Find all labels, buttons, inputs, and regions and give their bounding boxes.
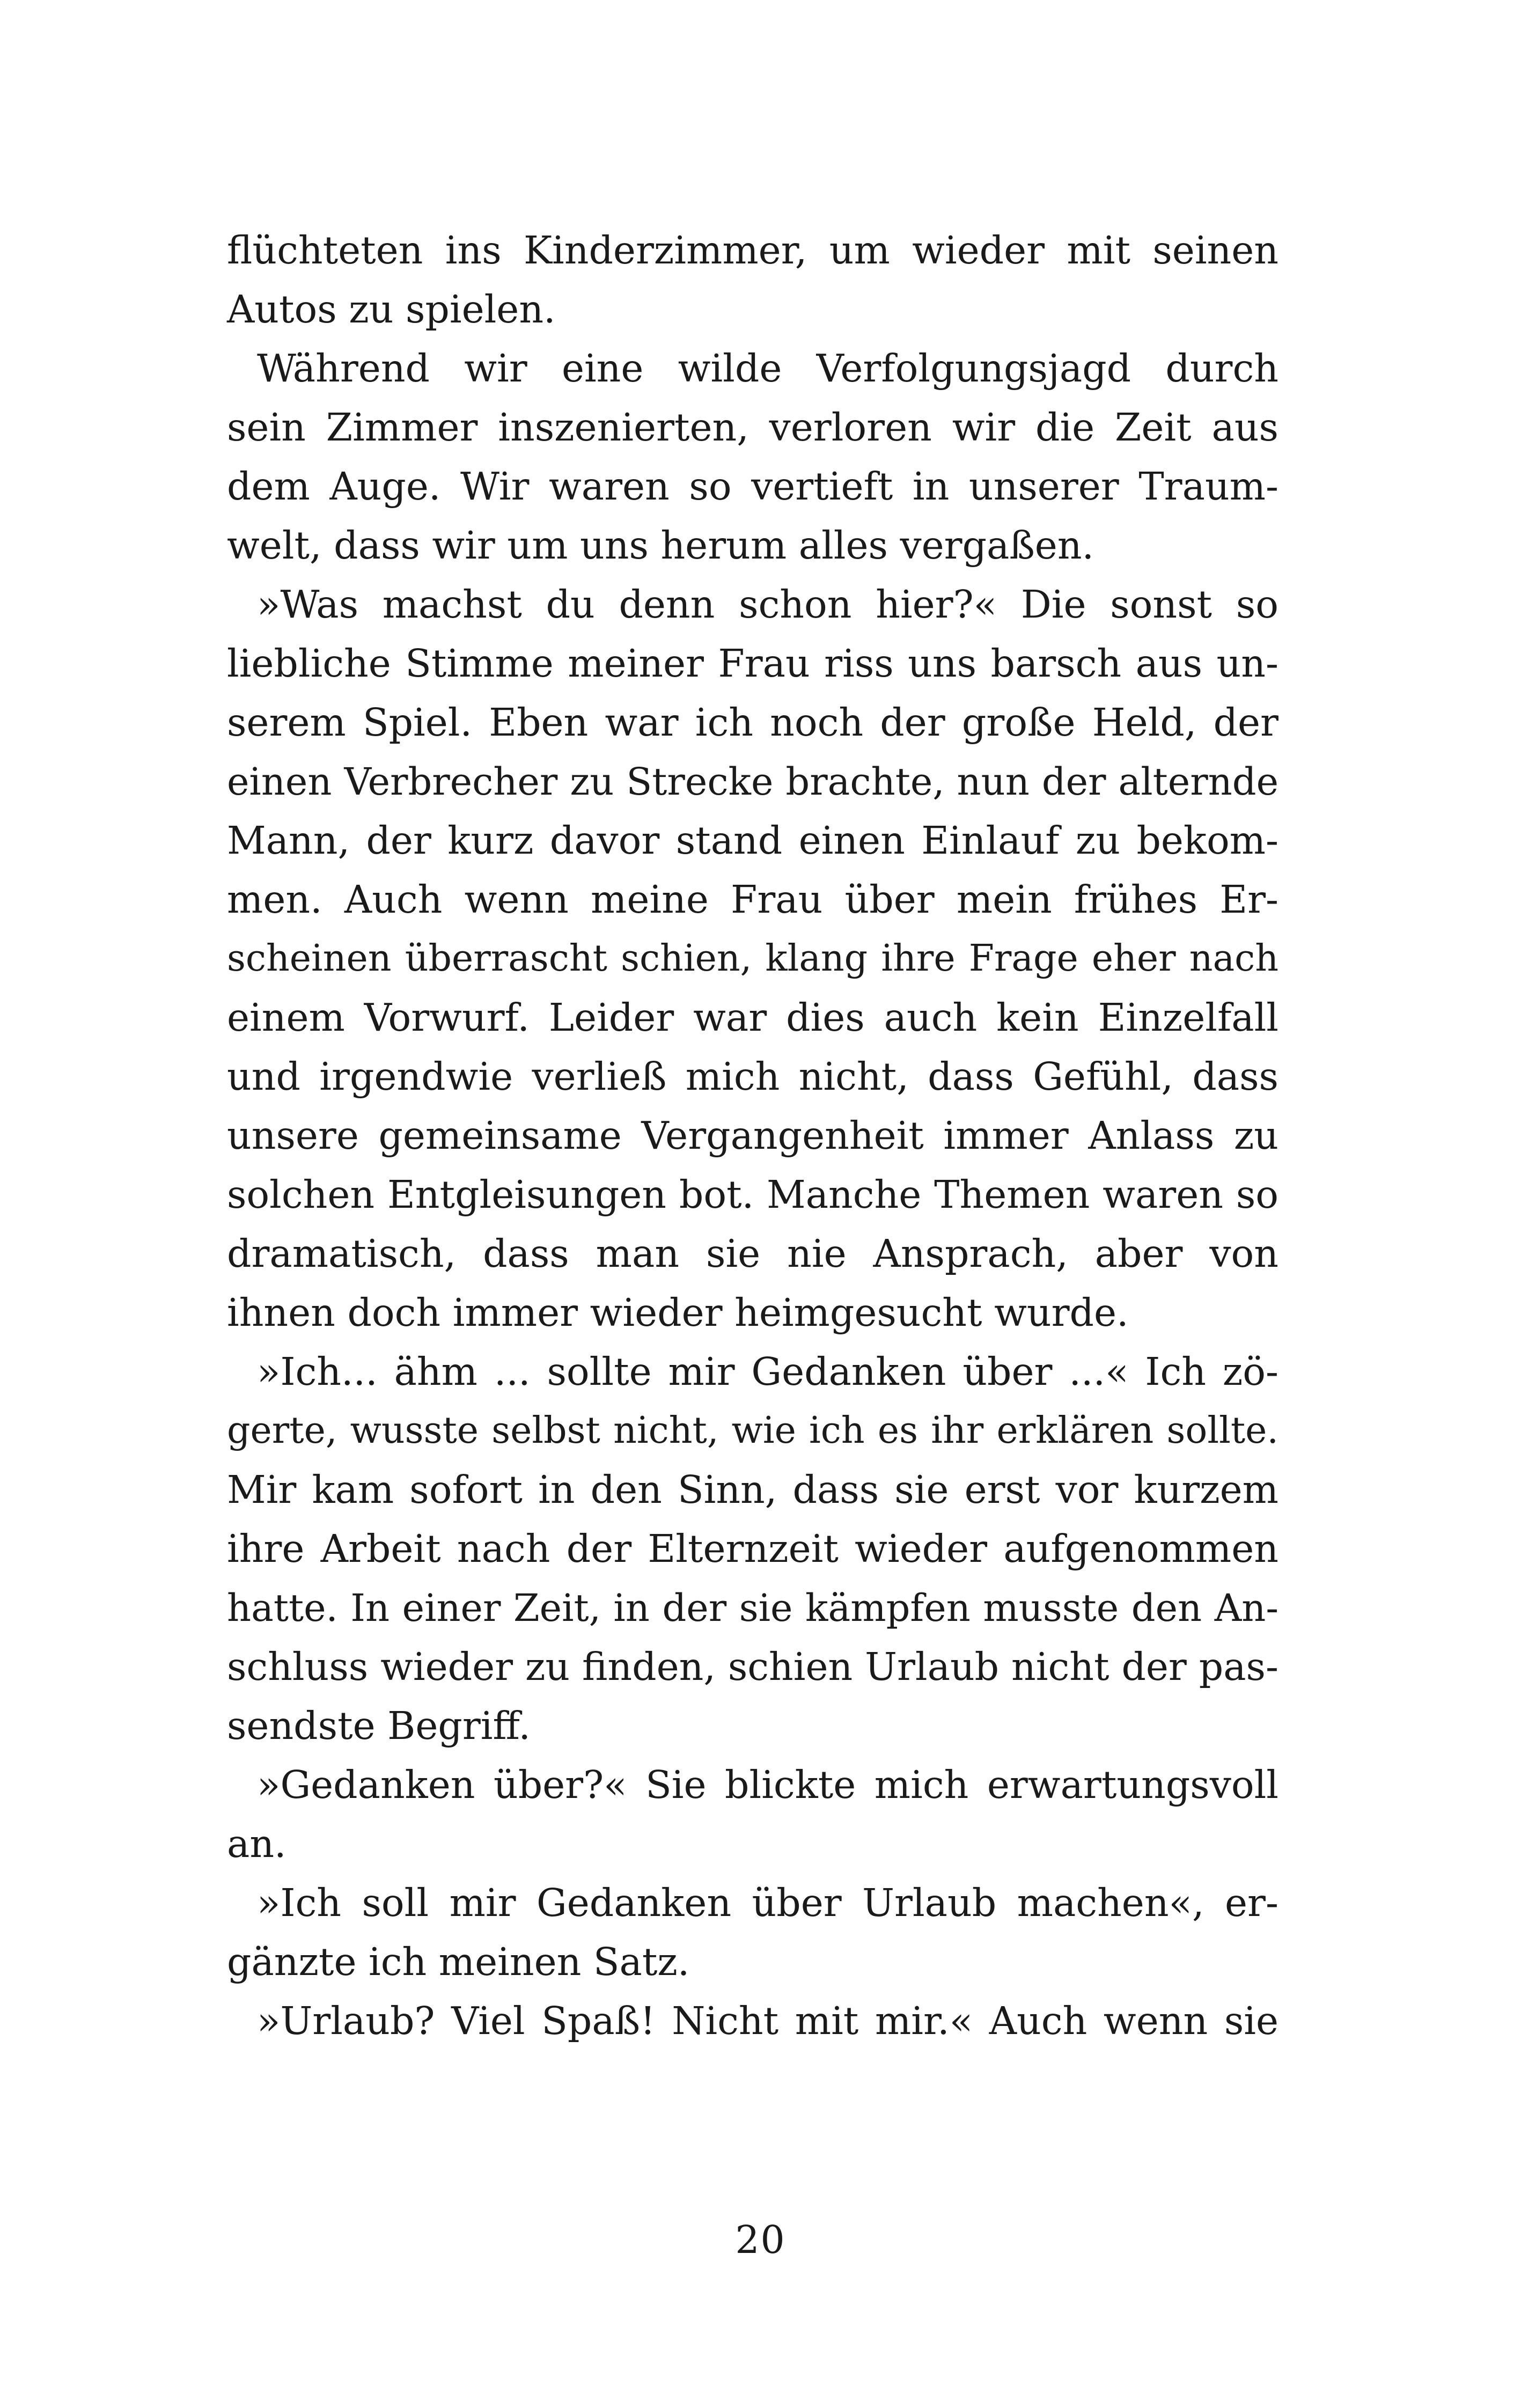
text-line: und irgendwie verließ mich nicht, dass Gefühl, dass bbox=[227, 1054, 1278, 1099]
text-line: men. Auch wenn meine Frau über mein frühes Er- bbox=[227, 877, 1278, 922]
text-line: dramatisch, dass man sie nie Ansprach, aber von bbox=[227, 1231, 1278, 1276]
text-line: liebliche Stimme meiner Frau riss uns barsch aus un- bbox=[227, 641, 1278, 686]
text-line: einen Verbrecher zu Strecke brachte, nun der alternde bbox=[227, 760, 1278, 804]
text-line: sendste Begriff. bbox=[227, 1704, 531, 1748]
text-line: welt, dass wir um uns herum alles vergaßen. bbox=[227, 523, 1094, 568]
text-line: »Ich... ähm ... sollte mir Gedanken über ...« Ich zö- bbox=[257, 1349, 1278, 1394]
text-line: ihnen doch immer wieder heimgesucht wurde. bbox=[227, 1290, 1129, 1335]
text-line: scheinen überrascht schien, klang ihre Frage eher nach bbox=[227, 937, 1278, 980]
text-line: flüchteten ins Kinderzimmer, um wieder mit seinen bbox=[227, 228, 1278, 273]
text-line: ihre Arbeit nach der Elternzeit wieder aufgenommen bbox=[227, 1526, 1278, 1571]
text-line: gerte, wusste selbst nicht, wie ich es ihr erklären sollte. bbox=[227, 1409, 1278, 1452]
text-line: Mir kam sofort in den Sinn, dass sie erst vor kurzem bbox=[227, 1467, 1278, 1512]
text-line: serem Spiel. Eben war ich noch der große Held, der bbox=[227, 700, 1278, 745]
text-line: solchen Entgleisungen bot. Manche Themen waren so bbox=[227, 1172, 1278, 1217]
text-line: »Gedanken über?« Sie blickte mich erwartungsvoll bbox=[257, 1763, 1278, 1807]
text-line: sein Zimmer inszenierten, verloren wir die Zeit aus bbox=[227, 405, 1278, 450]
page-number: 20 bbox=[735, 2218, 786, 2262]
text-line: einem Vorwurf. Leider war dies auch kein Einzelfall bbox=[227, 995, 1278, 1040]
text-line: schluss wieder zu finden, schien Urlaub nicht der pas- bbox=[227, 1645, 1278, 1689]
text-line: »Ich soll mir Gedanken über Urlaub machen«, er- bbox=[257, 1881, 1278, 1925]
text-line: Während wir eine wilde Verfolgungsjagd durch bbox=[257, 346, 1278, 391]
text-line: gänzte ich meinen Satz. bbox=[227, 1940, 690, 1984]
text-line: unsere gemeinsame Vergangenheit immer Anlass zu bbox=[227, 1113, 1278, 1158]
text-line: hatte. In einer Zeit, in der sie kämpfen musste den An- bbox=[227, 1586, 1278, 1630]
text-line: »Urlaub? Viel Spaß! Nicht mit mir.« Auch wenn sie bbox=[257, 1999, 1278, 2043]
text-line: an. bbox=[227, 1822, 286, 1866]
text-line: Autos zu spielen. bbox=[227, 287, 556, 332]
text-line: »Was machst du denn schon hier?« Die sonst so bbox=[257, 582, 1278, 627]
text-line: Mann, der kurz davor stand einen Einlauf zu bekom- bbox=[227, 818, 1278, 863]
text-line: dem Auge. Wir waren so vertieft in unserer Traum- bbox=[227, 464, 1278, 509]
body-text bbox=[227, 221, 1278, 2051]
